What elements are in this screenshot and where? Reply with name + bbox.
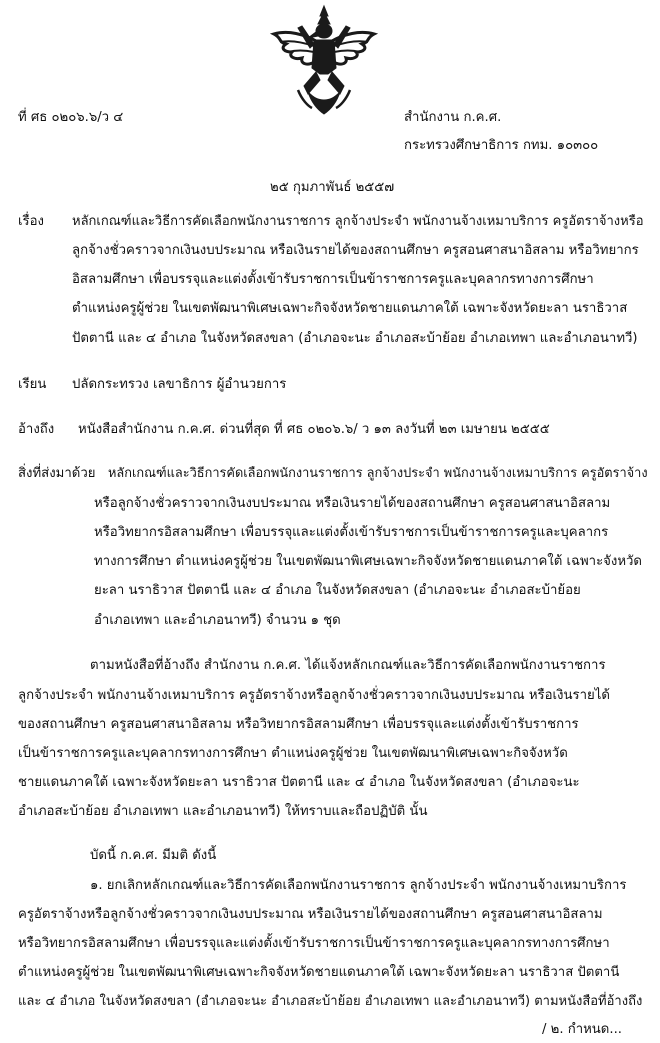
subject-line: อิสลามศึกษา เพื่อบรรจุและแต่งตั้งเข้ารับราชการเป็นข้าราชการครูและบุคลากรทางการศึกษา xyxy=(72,272,594,287)
body-line: ชายแดนภาคใต้ เฉพาะจังหวัดยะลา นราธิวาส ปัตตานี และ ๔ อำเภอ ในจังหวัดสงขลา (อำเภอจะนะ xyxy=(18,775,580,790)
resolution-item-line: ตำแหน่งครูผู้ช่วย ในเขตพัฒนาพิเศษเฉพาะกิจจังหวัดชายแดนภาคใต้ เฉพาะจังหวัดยะลา นราธิวาส ปัตตานี xyxy=(18,965,620,980)
body-line: ของสถานศึกษา ครูสอนศาสนาอิสลาม หรือวิทยากรอิสลามศึกษา เพื่อบรรจุและแต่งตั้งเข้ารับราชการ xyxy=(18,717,579,732)
reference-text: หนังสือสำนักงาน ก.ค.ศ. ด่วนที่สุด ที่ ศธ ๐๒๐๖.๖/ ว ๑๓ ลงวันที่ ๒๓ เมษายน ๒๕๕๕ xyxy=(78,422,550,437)
body-line: เป็นข้าราชการครูและบุคลากรทางการศึกษา ตำแหน่งครูผู้ช่วย ในเขตพัฒนาพิเศษเฉพาะกิจจังหวัด xyxy=(18,746,568,761)
enclosure-line: ยะลา นราธิวาส ปัตตานี และ ๔ อำเภอ ในจังหวัดสงขลา (อำเภอจะนะ อำเภอสะบ้าย้อย xyxy=(94,583,581,598)
subject-line: ลูกจ้างชั่วคราวจากเงินงบประมาณ หรือเงินรายได้ของสถานศึกษา ครูสอนศาสนาอิสลาม หรือวิทยากร xyxy=(72,243,639,258)
enclosure-line: หรือลูกจ้างชั่วคราวจากเงินงบประมาณ หรือเงินรายได้ของสถานศึกษา ครูสอนศาสนาอิสลาม xyxy=(94,496,611,511)
subject-line: หลักเกณฑ์และวิธีการคัดเลือกพนักงานราชการ ลูกจ้างประจำ พนักงานจ้างเหมาบริการ ครูอัตราจ้างหรือ xyxy=(72,214,644,229)
enclosure-line: ทางการศึกษา ตำแหน่งครูผู้ช่วย ในเขตพัฒนาพิเศษเฉพาะกิจจังหวัดชายแดนภาคใต้ เฉพาะจังหวัด xyxy=(94,554,642,569)
body-line: ตามหนังสือที่อ้างถึง สำนักงาน ก.ค.ศ. ได้แจ้งหลักเกณฑ์และวิธีการคัดเลือกพนักงานราชการ xyxy=(90,658,606,673)
resolution-item-line: และ ๔ อำเภอ ในจังหวัดสงขลา (อำเภอจะนะ อำเภอสะบ้าย้อย อำเภอเทพา และอำเภอนาทวี) ตามหนังสือที่อ้างถึง xyxy=(18,994,643,1009)
enclosure-line: อำเภอเทพา และอำเภอนาทวี) จำนวน ๑ ชุด xyxy=(94,613,341,628)
resolution-item-line: ครูอัตราจ้างหรือลูกจ้างชั่วคราวจากเงินงบประมาณ หรือเงินรายได้ของสถานศึกษา ครูสอนศาสนาอิสลาม xyxy=(18,907,603,922)
reference-label: อ้างถึง xyxy=(18,422,55,437)
garuda-emblem-icon xyxy=(268,4,380,118)
recipient-text: ปลัดกระทรวง เลขาธิการ ผู้อำนวยการ xyxy=(72,377,287,392)
office-name: สำนักงาน ก.ค.ศ. xyxy=(404,110,502,125)
resolution-item-line: ๑. ยกเลิกหลักเกณฑ์และวิธีการคัดเลือกพนักงานราชการ ลูกจ้างประจำ พนักงานจ้างเหมาบริการ xyxy=(90,878,627,893)
subject-line: ตำแหน่งครูผู้ช่วย ในเขตพัฒนาพิเศษเฉพาะกิจจังหวัดชายแดนภาคใต้ เฉพาะจังหวัดยะลา นราธิวาส xyxy=(72,301,628,316)
subject-label: เรื่อง xyxy=(18,214,44,229)
recipient-label: เรียน xyxy=(18,377,47,392)
document-number: ที่ ศธ ๐๒๐๖.๖/ว ๔ xyxy=(18,110,124,125)
letter-date: ๒๕ กุมภาพันธ์ ๒๕๕๗ xyxy=(270,180,395,195)
resolution-intro: บัดนี้ ก.ค.ศ. มีมติ ดังนี้ xyxy=(90,848,217,863)
enclosure-line: หลักเกณฑ์และวิธีการคัดเลือกพนักงานราชการ ลูกจ้างประจำ พนักงานจ้างเหมาบริการ ครูอัตราจ้าง xyxy=(108,466,648,481)
body-line: อำเภอสะบ้าย้อย อำเภอเทพา และอำเภอนาทวี) ให้ทราบและถือปฏิบัติ นั้น xyxy=(18,804,428,819)
enclosure-line: หรือวิทยากรอิสลามศึกษา เพื่อบรรจุและแต่งตั้งเข้ารับราชการเป็นข้าราชการครูและบุคลากร xyxy=(94,525,609,540)
office-address: กระทรวงศึกษาธิการ กทม. ๑๐๓๐๐ xyxy=(404,138,599,153)
subject-line: ปัตตานี และ ๔ อำเภอ ในจังหวัดสงขลา (อำเภอจะนะ อำเภอสะบ้าย้อย อำเภอเทพา และอำเภอนาทวี) xyxy=(72,331,638,346)
body-line: ลูกจ้างประจำ พนักงานจ้างเหมาบริการ ครูอัตราจ้างหรือลูกจ้างชั่วคราวจากเงินงบประมาณ หรือเงินรายได้ xyxy=(18,688,610,703)
resolution-item-line: หรือวิทยากรอิสลามศึกษา เพื่อบรรจุและแต่งตั้งเข้ารับราชการเป็นข้าราชการครูและบุคลากรทางการศึกษา xyxy=(18,936,610,951)
page-continuation: / ๒. กำหนด... xyxy=(542,1022,622,1037)
enclosure-label: สิ่งที่ส่งมาด้วย xyxy=(18,466,96,481)
